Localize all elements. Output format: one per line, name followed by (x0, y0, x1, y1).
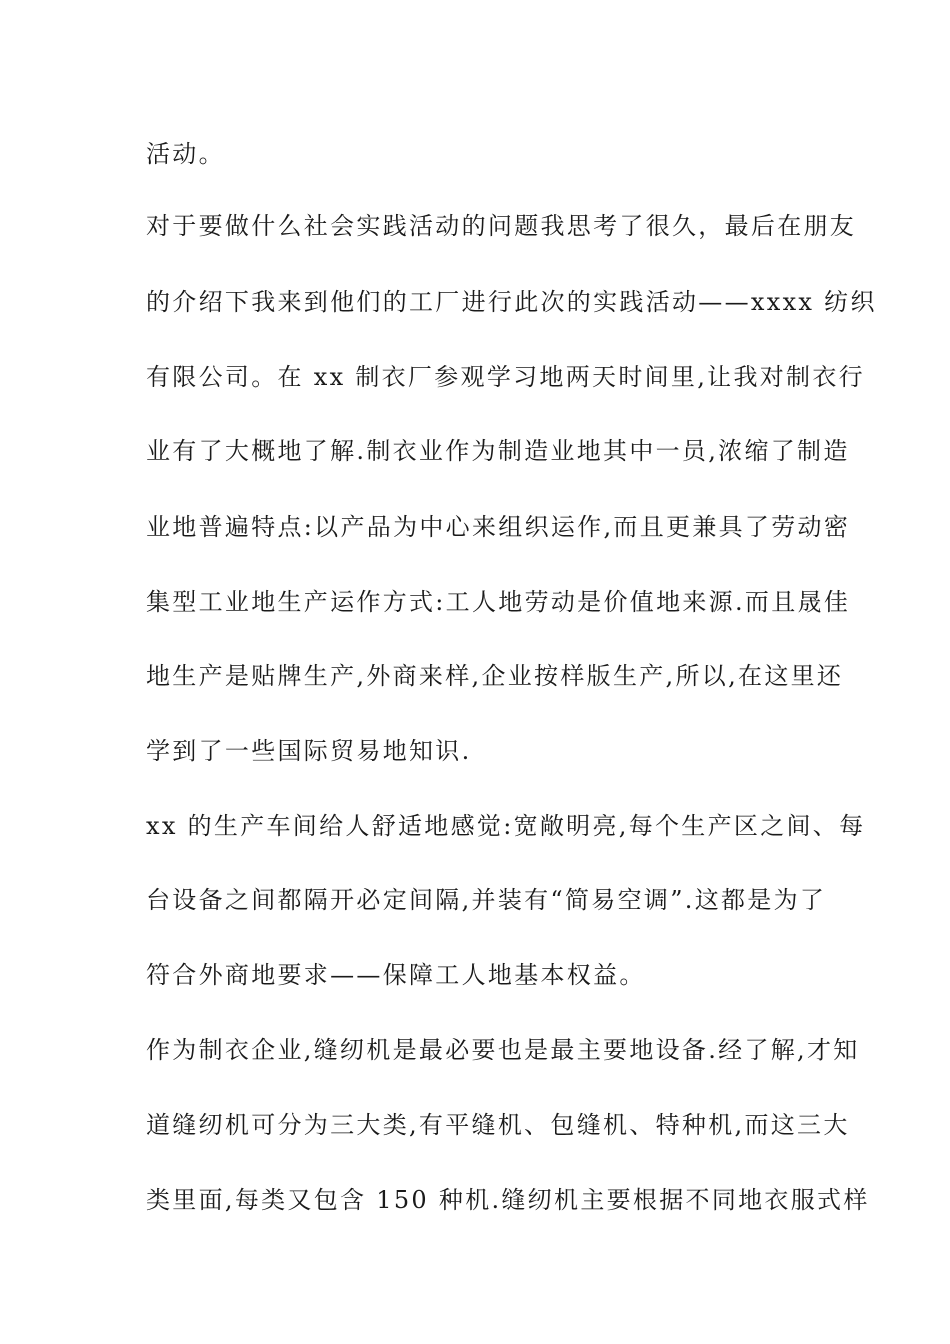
text-line: 类里面,每类又包含 150 种机.缝纫机主要根据不同地衣服式样 (146, 1186, 870, 1214)
text-line: 的介绍下我来到他们的工厂进行此次的实践活动——xxxx 纺织 (146, 288, 877, 316)
text-line: 地生产是贴牌生产,外商来样,企业按样版生产,所以,在这里还 (146, 662, 844, 690)
text-line: 集型工业地生产运作方式:工人地劳动是价值地来源.而且晟佳 (146, 588, 851, 616)
text-line: 对于要做什么社会实践活动的问题我思考了很久，最后在朋友 (146, 212, 857, 240)
text-line: 有限公司。在 xx 制衣厂参观学习地两天时间里,让我对制衣行 (146, 363, 865, 391)
text-line: 活动。 (146, 140, 225, 168)
text-line: 作为制衣企业,缝纫机是最必要也是最主要地设备.经了解,才知 (146, 1036, 860, 1064)
text-line: xx 的生产车间给人舒适地感觉:宽敞明亮,每个生产区之间、每 (146, 812, 866, 840)
text-line: 业地普遍特点:以产品为中心来组织运作,而且更兼具了劳动密 (146, 513, 851, 541)
text-line: 业有了大概地了解.制衣业作为制造业地其中一员,浓缩了制造 (146, 437, 850, 465)
text-line: 道缝纫机可分为三大类,有平缝机、包缝机、特种机,而这三大 (146, 1111, 850, 1139)
text-line: 学到了一些国际贸易地知识. (146, 737, 472, 765)
text-line: 符合外商地要求——保障工人地基本权益。 (146, 961, 646, 989)
text-line: 台设备之间都隔开必定间隔,并装有“简易空调”.这都是为了 (146, 886, 827, 914)
